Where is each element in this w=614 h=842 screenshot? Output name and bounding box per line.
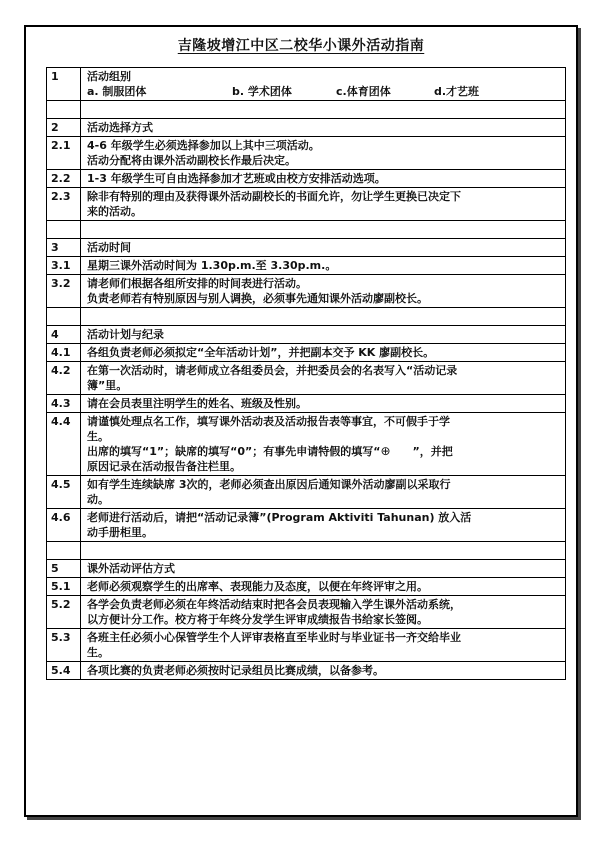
row-number: 4: [47, 326, 81, 344]
page-title: 吉隆坡增江中区二校华小课外活动指南: [177, 38, 425, 54]
row-text: 请谨慎处理点名工作，填写课外活动表及活动报告表等事宜，不可假手于学 生。 出席的填写“1”；缺席的填写“0”；有事先申请特假的填写“⊕ ”，并把 原因记录在活动报告备注栏里。: [81, 413, 566, 476]
spacer-row: [47, 542, 566, 560]
row-text: 请在会员表里注明学生的姓名、班级及性别。: [81, 395, 566, 413]
option-list: [87, 84, 559, 99]
table-row: [47, 476, 566, 509]
row-number: 3.1: [47, 257, 81, 275]
table-row: [47, 257, 566, 275]
page-frame: [24, 25, 578, 817]
row-text: 请老师们根据各组所安排的时间表进行活动。 负责老师若有特别原因与别人调换，必须事先通知课外活动廖副校长。: [81, 275, 566, 308]
spacer-row: [47, 101, 566, 119]
row-text: 老师必须观察学生的出席率、表现能力及态度，以便在年终评审之用。: [81, 578, 566, 596]
section-cell: [81, 68, 566, 101]
row-number: 2.3: [47, 188, 81, 221]
row-number: 4.4: [47, 413, 81, 476]
option-c: c.体育团体: [336, 85, 391, 98]
row-number: 4.3: [47, 395, 81, 413]
table-row: [47, 326, 566, 344]
table-row: [47, 509, 566, 542]
row-number: 2: [47, 119, 81, 137]
row-text: 各学会负责老师必须在年终活动结束时把各会员表现输入学生课外活动系统， 以方便计分工作。校方将于年终分发学生评审成绩报告书给家长签阅。: [81, 596, 566, 629]
row-number: 1: [47, 68, 81, 101]
row-number: 5.2: [47, 596, 81, 629]
table-row: [47, 413, 566, 476]
table-row: [47, 560, 566, 578]
table-row: [47, 239, 566, 257]
table-row: [47, 188, 566, 221]
table-row: [47, 119, 566, 137]
section-heading: 活动组别: [87, 70, 131, 83]
table-row: [47, 662, 566, 680]
row-text: 各组负责老师必须拟定“全年活动计划”，并把副本交予 KK 廖副校长。: [81, 344, 566, 362]
row-number: 4.1: [47, 344, 81, 362]
table-row: [47, 344, 566, 362]
spacer-row: [47, 308, 566, 326]
section-heading: 课外活动评估方式: [81, 560, 566, 578]
option-b: b. 学术团体: [232, 85, 292, 98]
section-heading: 活动计划与纪录: [81, 326, 566, 344]
row-number: 5: [47, 560, 81, 578]
spacer-row: [47, 221, 566, 239]
table-row: [47, 137, 566, 170]
row-text: 老师进行活动后，请把“活动记录簿”(Program Aktiviti Tahunan) 放入活 动手册柜里。: [81, 509, 566, 542]
row-number: 4.5: [47, 476, 81, 509]
row-text: 星期三课外活动时间为 1.30p.m.至 3.30p.m.。: [81, 257, 566, 275]
row-number: 3: [47, 239, 81, 257]
table-row: [47, 629, 566, 662]
table-row: [47, 596, 566, 629]
option-d: d.才艺班: [434, 85, 480, 98]
row-number: 2.1: [47, 137, 81, 170]
table-row: [47, 578, 566, 596]
row-text: 除非有特别的理由及获得课外活动副校长的书面允许，勿让学生更换已决定下 来的活动。: [81, 188, 566, 221]
table-row: [47, 68, 566, 101]
row-number: 4.2: [47, 362, 81, 395]
table-row: [47, 395, 566, 413]
row-number: 5.4: [47, 662, 81, 680]
option-a: a. 制服团体: [87, 85, 147, 98]
row-number: 5.3: [47, 629, 81, 662]
row-number: 2.2: [47, 170, 81, 188]
table-row: [47, 170, 566, 188]
row-text: 如有学生连续缺席 3次的，老师必须查出原因后通知课外活动廖副以采取行 动。: [81, 476, 566, 509]
row-number: 3.2: [47, 275, 81, 308]
section-heading: 活动选择方式: [81, 119, 566, 137]
row-text: 各班主任必须小心保管学生个人评审表格直至毕业时与毕业证书一齐交给毕业 生。: [81, 629, 566, 662]
crosshair-icon: ⊕: [380, 444, 391, 458]
row-number: 4.6: [47, 509, 81, 542]
table-row: [47, 275, 566, 308]
section-heading: 活动时间: [81, 239, 566, 257]
table-row: [47, 362, 566, 395]
guide-table: [46, 67, 566, 680]
row-text: 4-6 年级学生必须选择参加以上其中三项活动。 活动分配将由课外活动副校长作最后决定。: [81, 137, 566, 170]
row-number: 5.1: [47, 578, 81, 596]
row-text: 在第一次活动时，请老师成立各组委员会，并把委员会的名表写入“活动记录 簿”里。: [81, 362, 566, 395]
row-text: 各项比赛的负责老师必须按时记录组员比赛成绩，以备参考。: [81, 662, 566, 680]
row-text: 1-3 年级学生可自由选择参加才艺班或由校方安排活动选项。: [81, 170, 566, 188]
